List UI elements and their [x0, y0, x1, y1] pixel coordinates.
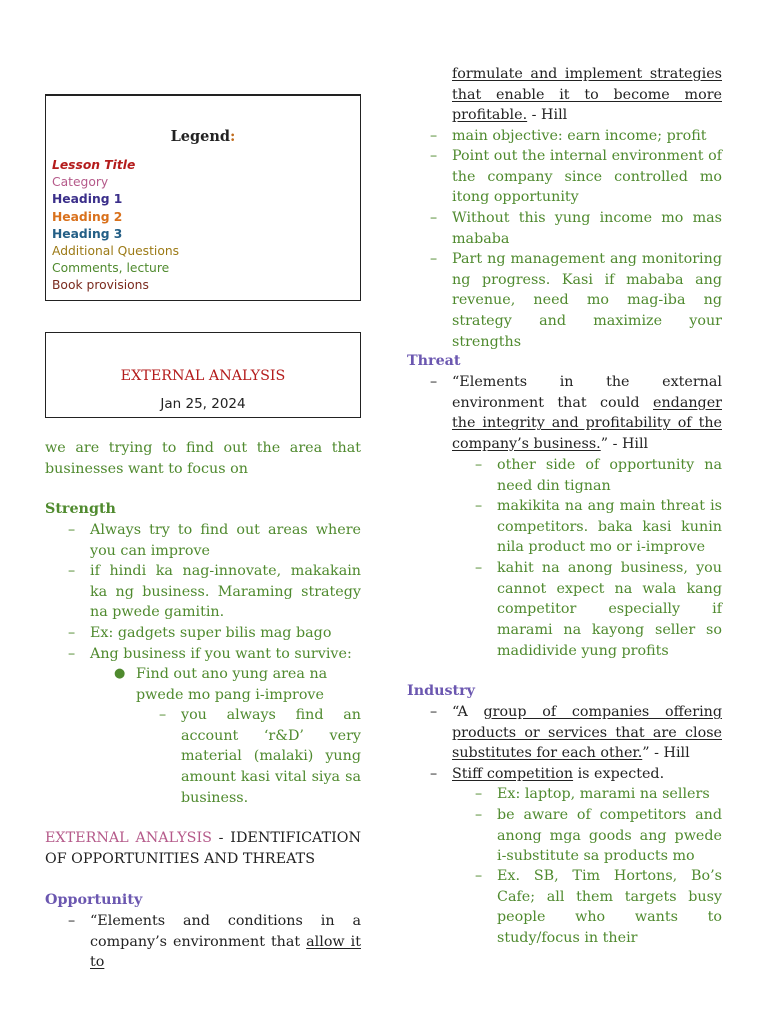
dash-marker: –	[430, 148, 438, 164]
dash-marker: –	[68, 625, 76, 641]
dash-marker: –	[68, 563, 76, 579]
bullet-dot-icon: ●	[114, 666, 126, 681]
industry-sub-item: Ex: laptop, marami na sellers	[497, 786, 710, 802]
dash-marker: –	[430, 251, 438, 267]
opportunity-quote-part2: formulate and implement strategies that enable it to become more profitable. - Hill	[452, 66, 722, 124]
threat-heading: Threat	[407, 353, 461, 369]
threat-sub-item: makikita na ang main threat is competitors. baka kasi kunin nila product mo or i-improve	[497, 498, 722, 556]
dash-marker: –	[159, 707, 167, 723]
strength-heading: Strength	[45, 501, 116, 517]
dash-marker: –	[475, 807, 483, 823]
legend-heading-1: Heading 1	[52, 192, 123, 207]
dash-marker: –	[430, 766, 438, 782]
industry-sub-item: Ex. SB, Tim Hortons, Bo’s Cafe; all them targets busy people who wants to study/focus in their	[497, 868, 722, 947]
lesson-title: EXTERNAL ANALYSIS	[120, 368, 286, 384]
legend-heading-2: Heading 2	[52, 209, 123, 224]
strength-item: Ang business if you want to survive:	[90, 646, 352, 662]
threat-sub-item: other side of opportunity na need din tignan	[497, 457, 722, 494]
strength-sub-bullet: Find out ano yung area na pwede mo pang i-improve	[136, 666, 328, 703]
strength-item: if hindi ka nag-innovate, makakain ka ng business. Maraming strategy na pwede gamitin.	[90, 563, 361, 621]
category-term: EXTERNAL ANALYSIS	[45, 830, 212, 846]
dash-marker: –	[475, 868, 483, 884]
legend-additional-questions: Additional Questions	[52, 244, 180, 259]
industry-heading: Industry	[407, 683, 475, 699]
dash-marker: –	[68, 646, 76, 662]
dash-marker: –	[475, 560, 483, 576]
intro-comment: we are trying to find out the area that businesses want to focus on	[45, 440, 361, 477]
strength-sub-sub-item: you always find an account ‘r&D’ very material (malaki) yung amount kasi vital siya sa business.	[181, 707, 361, 806]
dash-marker: –	[68, 522, 76, 538]
opportunity-item: main objective: earn income; profit	[452, 128, 707, 144]
strength-item: Ex: gadgets super bilis mag bago	[90, 625, 332, 641]
threat-sub-item: kahit na anong business, you cannot expect na wala kang competitor especially if marami na kayong seller so madidivide yung profits	[497, 560, 722, 659]
legend-comments: Comments, lecture	[52, 261, 170, 276]
lesson-date: Jan 25, 2024	[160, 396, 246, 412]
dash-marker: –	[430, 210, 438, 226]
opportunity-item: Without this yung income mo mas mababa	[452, 210, 722, 247]
dash-marker: –	[475, 457, 483, 473]
dash-marker: –	[475, 498, 483, 514]
opportunity-item: Point out the internal environment of the company since controlled mo itong opportunity	[452, 148, 722, 206]
dash-marker: –	[430, 704, 438, 720]
legend-category: Category	[52, 175, 109, 190]
opportunity-quote-part1: “Elements and conditions in a company’s environment that allow it to	[90, 913, 361, 971]
dash-marker: –	[68, 913, 76, 929]
legend-title: Legend:	[170, 128, 236, 145]
dash-marker: –	[475, 786, 483, 802]
opportunity-item: Part ng management ang monitoring ng progress. Kasi if mababa ang revenue, need mo mag-iba ng strategy and maximize your strengths	[452, 251, 722, 350]
opportunity-heading: Opportunity	[45, 892, 143, 908]
industry-quote: “A group of companies offering products or services that are close substitutes for each other.” - Hill	[452, 704, 722, 762]
dash-marker: –	[430, 128, 438, 144]
legend-book-provisions: Book provisions	[52, 278, 149, 293]
legend-items	[52, 157, 179, 295]
legend-heading-3: Heading 3	[52, 226, 123, 241]
legend-lesson-title: Lesson Title	[52, 158, 136, 172]
strength-item: Always try to find out areas where you can improve	[90, 522, 361, 559]
dash-marker: –	[430, 374, 438, 390]
threat-quote: “Elements in the external environment that could endanger the integrity and profitability of the company’s business.” - Hill	[452, 374, 722, 453]
lesson-title-box	[45, 332, 361, 418]
legend-box	[45, 94, 361, 301]
industry-item: Stiff competition is expected.	[452, 766, 665, 782]
external-analysis-definition: EXTERNAL ANALYSIS - IDENTIFICATION OF OPPORTUNITIES AND THREATS	[45, 830, 362, 867]
industry-sub-item: be aware of competitors and anong mga goods ang pwede i-substitute sa products mo	[497, 807, 722, 865]
